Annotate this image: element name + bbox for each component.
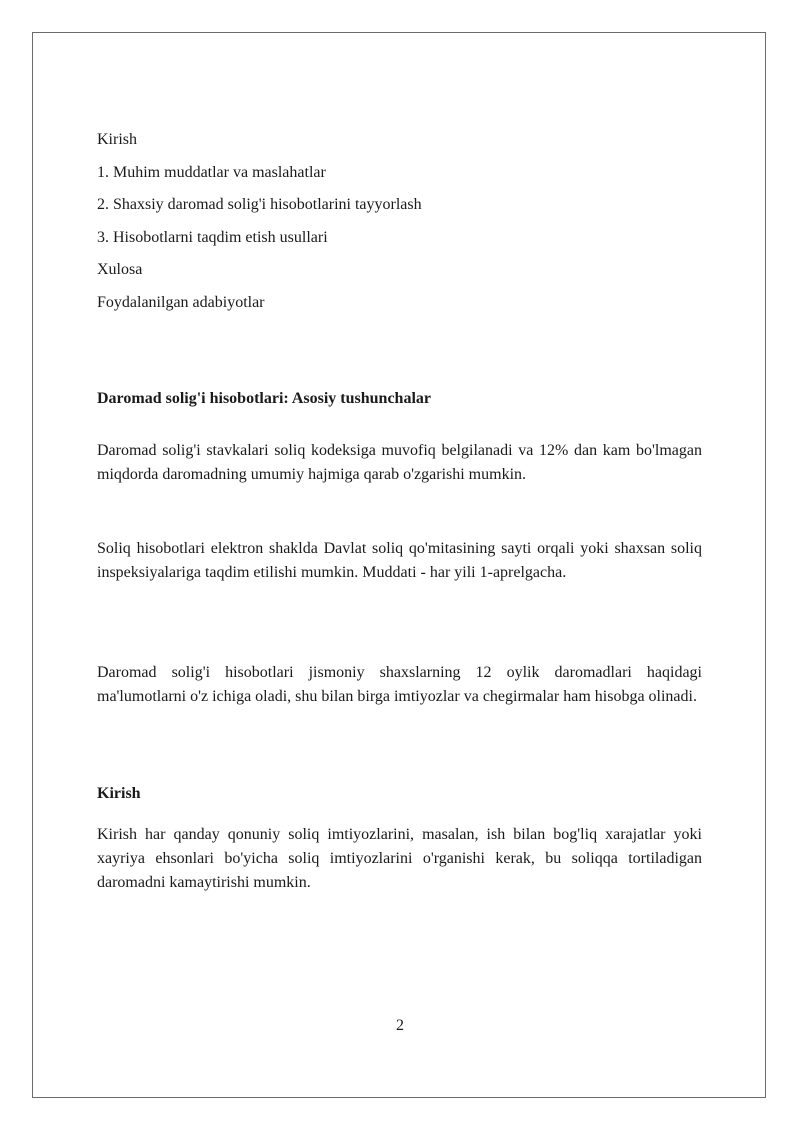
page-number: 2 xyxy=(396,1017,404,1034)
toc-item-deadlines: 1. Muhim muddatlar va maslahatlar xyxy=(97,163,326,181)
toc-item-introduction: Kirish xyxy=(97,131,137,148)
toc-item-references: Foydalanilgan adabiyotlar xyxy=(97,293,265,311)
section-heading-introduction: Kirish xyxy=(97,785,141,802)
paragraph-introduction: Kirish har qanday qonuniy soliq imtiyozlarini, masalan, ish bilan bog'liq xarajatlar yoki xayriya ehsonlari bo'yicha soliq imtiyozlarini o'rganishi kerak, bu soliqqa tortiladigan daromadni kamaytirishi mumkin. xyxy=(97,826,702,891)
paragraph-report-contents: Daromad solig'i hisobotlari jismoniy shaxslarning 12 oylik daromadlari haqidagi ma'lumotlarni o'z ichiga oladi, shu bilan birga imtiyozlar va chegirmalar ham hisobga olinadi. xyxy=(97,664,702,705)
toc-item-conclusion: Xulosa xyxy=(97,261,143,278)
paragraph-submission: Soliq hisobotlari elektron shaklda Davlat soliq qo'mitasining sayti orqali yoki shaxsan soliq inspeksiyalariga taqdim etilishi mumkin. Muddati - har yili 1-aprelgacha. xyxy=(97,540,702,581)
toc-item-preparing-reports: 2. Shaxsiy daromad solig'i hisobotlarini tayyorlash xyxy=(97,196,422,213)
toc-item-submission-methods: 3. Hisobotlarni taqdim etish usullari xyxy=(97,228,328,246)
table-of-contents xyxy=(97,128,702,323)
section-heading-basic-concepts: Daromad solig'i hisobotlari: Asosiy tushunchalar xyxy=(97,390,431,407)
paragraph-tax-rates: Daromad solig'i stavkalari soliq kodeksiga muvofiq belgilanadi va 12% dan kam bo'lmagan miqdorda daromadning umumiy hajmiga qarab o'zgarishi mumkin. xyxy=(97,442,702,483)
